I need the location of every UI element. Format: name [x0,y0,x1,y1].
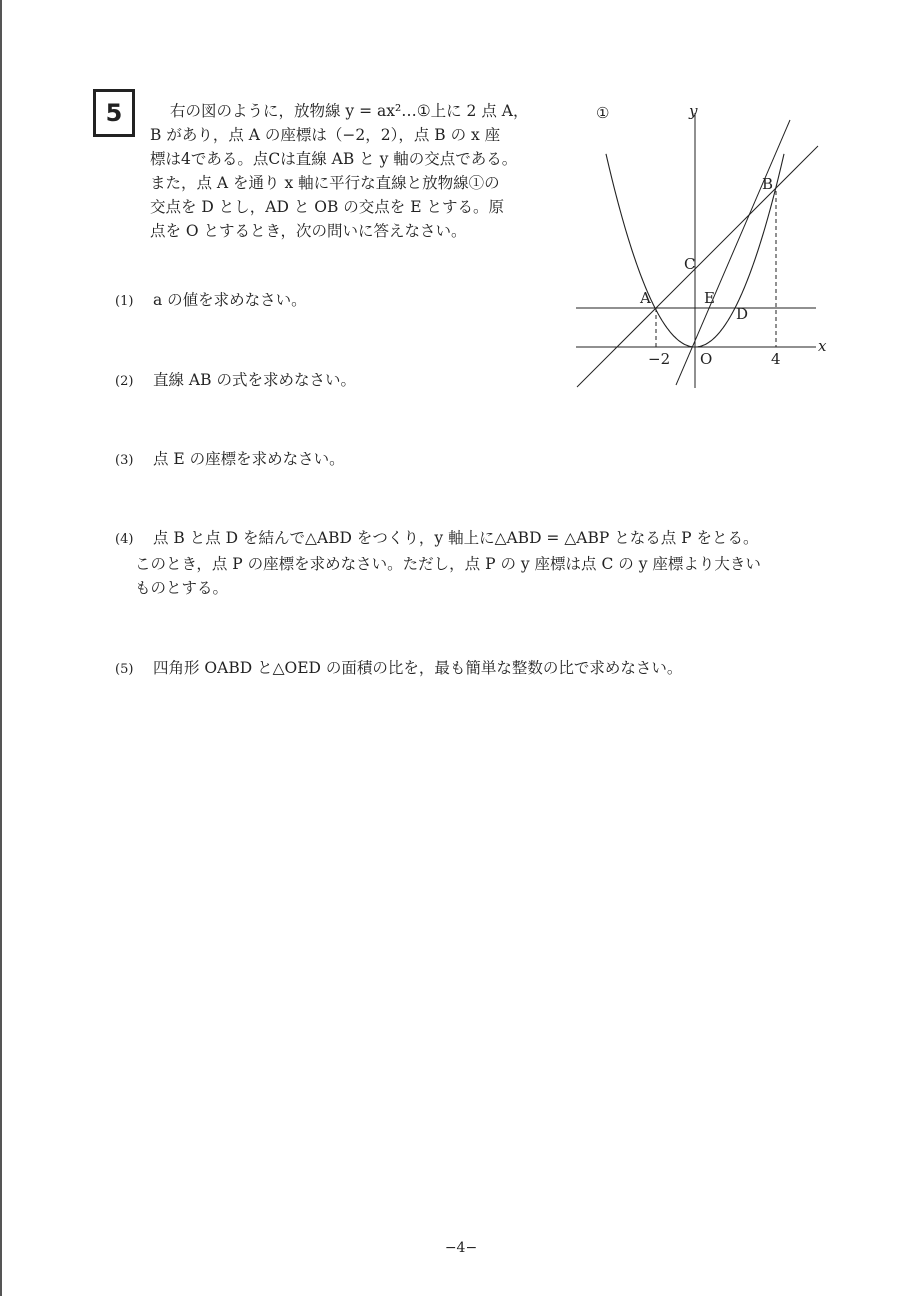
question-text-continued: ものとする。 [135,579,229,597]
point-label-E: E [704,289,715,307]
intro-line: また，点 A を通り x 軸に平行な直線と放物線①の [150,174,500,192]
question-label: (4) [115,532,134,547]
point-label-C: C [684,255,696,273]
point-label-O: O [700,350,713,368]
question-text: 点 E の座標を求めなさい。 [153,450,345,468]
tick-label-neg2: −2 [648,350,671,368]
question-text: a の値を求めなさい。 [153,291,307,309]
parabola-figure [572,98,832,398]
line-OB [676,120,790,385]
tick-label-4: 4 [771,350,781,368]
question-label: (2) [115,374,134,389]
question-text: 点 B と点 D を結んで△ABD をつくり，y 軸上に△ABD = △ABP となる点 P をとる。 [153,529,759,547]
question-1 [115,288,307,314]
intro-line: 交点を D とし，AD と OB の交点を E とする。原 [150,198,504,216]
question-text: 直線 AB の式を求めなさい。 [153,371,356,389]
page-number: −4− [444,1240,478,1256]
intro-line: 標は4である。点Cは直線 AB と y 軸の交点である。 [150,150,518,168]
question-text: 四角形 OABD と△OED の面積の比を，最も簡単な整数の比で求めなさい。 [153,659,683,677]
question-label: (5) [115,662,134,677]
curve-label: ① [596,104,610,122]
problem-intro [150,99,555,243]
question-4 [115,526,761,600]
intro-line: 右の図のように，放物線 y = ax²…①上に 2 点 A， [170,102,529,120]
question-number: 5 [105,99,123,127]
point-label-A: A [640,289,651,307]
y-axis-label: y [689,102,698,120]
page-left-border [0,0,2,1296]
question-2 [115,368,356,394]
question-label: (1) [115,294,134,309]
intro-line: 点を O とするとき，次の問いに答えなさい。 [150,222,467,240]
point-label-D: D [736,305,749,323]
question-text-continued: このとき，点 P の座標を求めなさい。ただし，点 P の y 座標は点 C の y 座標より大きい [135,555,761,573]
question-label: (3) [115,453,134,468]
question-3 [115,447,345,473]
x-axis-label: x [818,337,827,355]
question-number-box [93,89,135,137]
intro-line: B があり，点 A の座標は（−2，2），点 B の x 座 [150,126,501,144]
question-5 [115,656,682,682]
point-label-B: B [762,175,774,193]
